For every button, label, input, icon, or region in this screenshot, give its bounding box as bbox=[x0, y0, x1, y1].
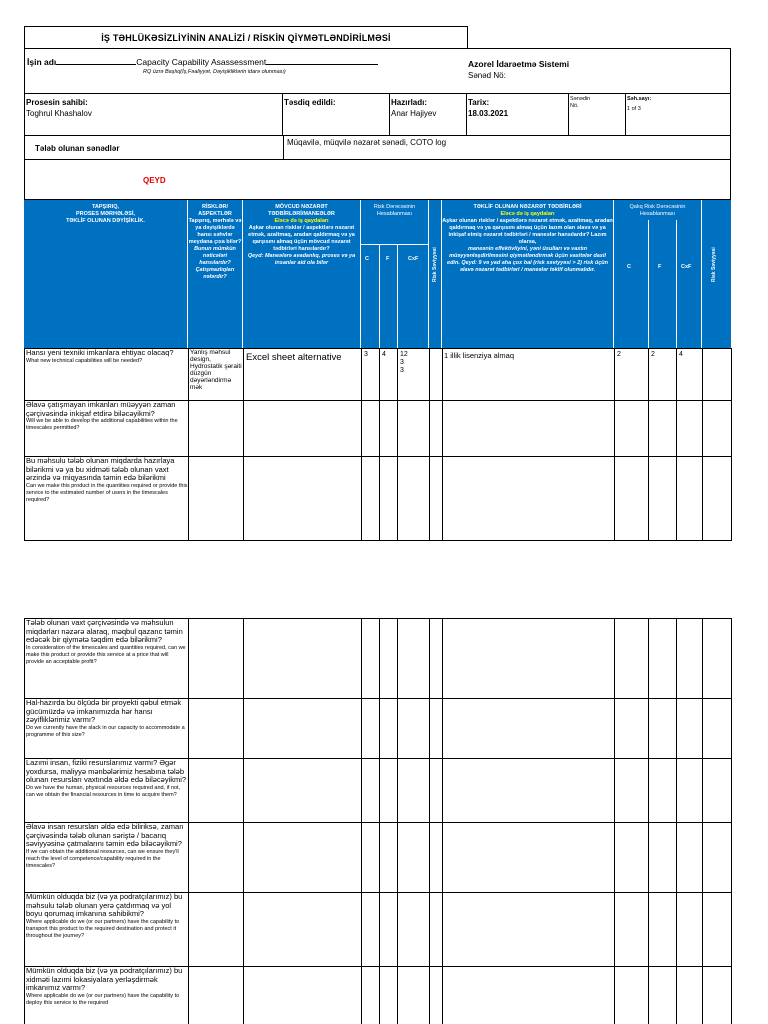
question-az: Əlavə çatışmayan imkanları müəyyən zaman çərçivəsində inkişaf etdirə biləcəyikmi? bbox=[26, 400, 176, 418]
owner-cell bbox=[25, 94, 283, 136]
job-row bbox=[24, 48, 731, 94]
rf-label: F bbox=[658, 264, 662, 270]
question-en: Do we currently have the slack in our capacity to accommodate a programme of this size? bbox=[26, 724, 185, 738]
question-en: Can we make this product in the quantities required or provide this service to the estimated number of users in the timescales required? bbox=[26, 482, 188, 503]
question-az: Lazımi insan, fiziki resurslarımız varmı? Əgər yoxdursa, maliyyə mənbələrimiz hesabına tələb olunan resursları vaxtında əldə edə biləcəyikmi? bbox=[26, 758, 187, 784]
date-value: 18.03.2021 bbox=[468, 109, 509, 118]
risk-level-header: Risk Səviyyəsi bbox=[429, 200, 442, 348]
question-en: What new technical capabilities will be needed? bbox=[26, 357, 143, 364]
required-docs-label: Tələb olunan sənədlər bbox=[35, 144, 120, 153]
approved-cell bbox=[283, 94, 390, 136]
prepared-cell bbox=[390, 94, 467, 136]
form-title: İŞ TƏHLÜKƏSİZLİYİNİN ANALİZİ / RİSKİN QİYMƏTLƏNDİRİLMƏSİ bbox=[24, 26, 468, 48]
owner-label: Prosesin sahibi: bbox=[26, 98, 88, 107]
note-row bbox=[24, 160, 731, 200]
system-name: Azorel İdarəetmə Sistemi bbox=[468, 59, 570, 69]
page-cell bbox=[626, 94, 732, 136]
note-label: QEYD bbox=[143, 176, 166, 185]
job-subtitle: RQ üzrə Başlıq(İş,Fəaliyyət, Dəyişikliklərin idarə olunması) bbox=[143, 69, 286, 75]
system-cell bbox=[466, 49, 732, 95]
cxf-label: CxF bbox=[408, 256, 419, 262]
table-row bbox=[25, 401, 732, 457]
date-cell bbox=[467, 94, 569, 136]
approved-label: Təsdiq edildi: bbox=[284, 98, 336, 107]
table-row bbox=[25, 759, 732, 823]
question-az: Əlavə insan resursları əldə edə biliriksə, zaman çərçivəsində tələb olunan səriştə / bacarıq səviyyəsinə çatmalarını təmin edə biləcəyikmi? bbox=[26, 822, 184, 848]
control-header: MÖVCUD NƏZARƏT TƏDBİRLƏRİ/MANEƏLƏR Eləcə də iş qaydaları Aşkar olunan risklər / aspektlərə nəzarət etmək, azaltmaq, aradan qaldırmaq və ya qarşısını almaq üçün mövcud nəzarət tədbirləri hansılardır? Qeyd: Maneələrə avadanlıq, proses və ya insanlar aid ola bilər bbox=[243, 200, 361, 348]
doc-no-label: Sənəd Nö: bbox=[468, 71, 506, 80]
question-az: Hansı yeni texniki imkanlara ehtiyac olacaq? bbox=[26, 348, 174, 357]
rcxf-label: CxF bbox=[681, 264, 692, 270]
table-row bbox=[25, 349, 732, 401]
docno-label: Sənədin Nö. bbox=[570, 96, 591, 109]
proposed-text: 1 illik lisenziya almaq bbox=[444, 351, 515, 360]
required-docs-row bbox=[24, 136, 731, 160]
page-label: Səh.sayı: bbox=[627, 96, 652, 102]
question-en: Where applicable do we (or our partners) have the capability to deploy this service to the required bbox=[26, 992, 180, 1006]
residual-cxf-value: 4 bbox=[679, 351, 683, 358]
table-row bbox=[25, 893, 732, 967]
table-row bbox=[25, 699, 732, 759]
question-en: Where applicable do we (or our partners) have the capability to transport this product to the required destination and protect it throughout the journey? bbox=[26, 918, 180, 939]
proposed-header: TƏKLİF OLUNAN NƏZARƏT TƏDBİRLƏRİ Eləcə də iş qaydaları Aşkar olunan risklər / aspektlərə nəzarət etmək, azaltmaq, aradan qaldırmaq və ya qarşısını almaq üçün lazım olan əlavə və ya inkişaf etmiş nəzarət tədbirləri / maneələr hansılardır? Lazım olarsa, maneənin effektivliyini, yəni üsulları və vaxtın müəyyənləşdirilməsini qiymətləndirmək üçün vasitələr daxil edin. Qeyd: 9 və yad aha çox bal (risk səviyyəsi > 2) risk üçün əlavə nəzarət tədbirləri / maneələr təklif olunmalıdır. bbox=[442, 200, 614, 348]
table-row bbox=[25, 619, 732, 699]
aspect-text: Yanlış məhsul design, Hydrostatik şəraiti düzgün dəyərləndirmə mək bbox=[190, 349, 242, 391]
job-cell bbox=[25, 49, 439, 95]
info-row bbox=[24, 94, 731, 136]
residual-level-header: Risk Səviyyəsi bbox=[711, 247, 717, 282]
question-az: Bu məhsulu tələb olunan miqdarda hazırlaya bilərikmi və ya bu xidməti tələb olunan vaxt ərzində və miqyasında təmin edə bilərikmi bbox=[26, 456, 175, 482]
table-row bbox=[25, 457, 732, 541]
risk-header: RİSKLƏR/ ASPEKTLƏR Tapşırıq, mərhələ və ya dəyişiklərdə hansı səhvlər meydana çıxa bilər? Bunun mümkün nəticələri hansılardır? Çatışmazlıqları nələrdir? bbox=[188, 200, 243, 348]
residual-calc-header: Qalıq Risk Dərəcəsinin Hesablanması bbox=[614, 200, 702, 348]
docno-cell bbox=[569, 94, 626, 136]
page-value: 1 of 3 bbox=[627, 106, 641, 112]
question-az: Hal-hazırda bu ölçüdə bir proyekti qəbul etmək gücümüzdə və imkanımızda hər hansı zəyifliklərimiz varmı? bbox=[26, 698, 182, 724]
question-en: Will we be able to develop the additional capabilities within the timescales permitted? bbox=[26, 418, 178, 431]
question-en: Do we have the human, physical resources required and, if not, can we obtain the financial resources in time to acquire them? bbox=[26, 784, 181, 798]
c-value: 3 bbox=[364, 351, 368, 358]
table-row bbox=[25, 823, 732, 893]
rc-label: C bbox=[627, 264, 631, 270]
required-docs-value: Müqavilə, müqvilə nəzarət sənədi, COTO log bbox=[287, 138, 447, 147]
table-row bbox=[25, 967, 732, 1024]
prepared-label: Hazırladı: bbox=[391, 98, 428, 107]
question-az: Tələb olunan vaxt çərçivəsində və məhsulun miqdarları nəzərə alaraq, məqbul qazanc təmin edəcək bir qiymətə təqdim edə bilərikmi? bbox=[26, 618, 183, 644]
task-header: TAPŞIRIQ, PROSES MƏRHƏLƏSİ, TƏKLİF OLUNAN DƏYİŞİKLİK. bbox=[24, 200, 188, 348]
residual-f-value: 2 bbox=[651, 351, 655, 358]
job-name bbox=[27, 56, 378, 67]
question-az: Mümkün olduqda biz (və ya podratçılarımız) bu xidməti lazımi lokasiyalara yerləşdirmək imkanımız varmı? bbox=[26, 966, 183, 992]
question-en: If we can obtain the additional resources, can we ensure they'll reach the level of competence/capability required in the timescales? bbox=[26, 848, 179, 869]
c-label: C bbox=[365, 256, 369, 262]
f-value: 4 bbox=[382, 351, 386, 358]
risk-table-page1 bbox=[24, 348, 732, 541]
risk-table-page2 bbox=[24, 618, 732, 1024]
job-value: Capacity Capability Asassessment bbox=[136, 57, 267, 67]
residual-c-value: 2 bbox=[617, 351, 621, 358]
question-az: Mümkün olduqda biz (və ya podratçılarımız) bu məhsulu tələb olunan yerə çatdırmaq və yol boyu qorumaq imkanına sahibikmi? bbox=[26, 892, 183, 918]
control-text: Excel sheet alternative bbox=[246, 352, 342, 363]
table-header bbox=[24, 200, 731, 348]
risk-calc-header: Risk Dərəcəsinin Hesablanması bbox=[361, 200, 429, 348]
question-en: In consideration of the timescales and quantities required, can we make this product or provide this service at a price that will provide an acceptable profit? bbox=[26, 644, 186, 665]
prepared-value: Anar Hajiyev bbox=[391, 109, 437, 118]
date-label: Tarix: bbox=[468, 98, 490, 107]
cxf-value: 12 3 3 bbox=[400, 351, 408, 374]
job-label: İşin adı bbox=[27, 57, 57, 67]
owner-value: Toghrul Khashalov bbox=[26, 109, 92, 118]
f-label: F bbox=[386, 256, 390, 262]
